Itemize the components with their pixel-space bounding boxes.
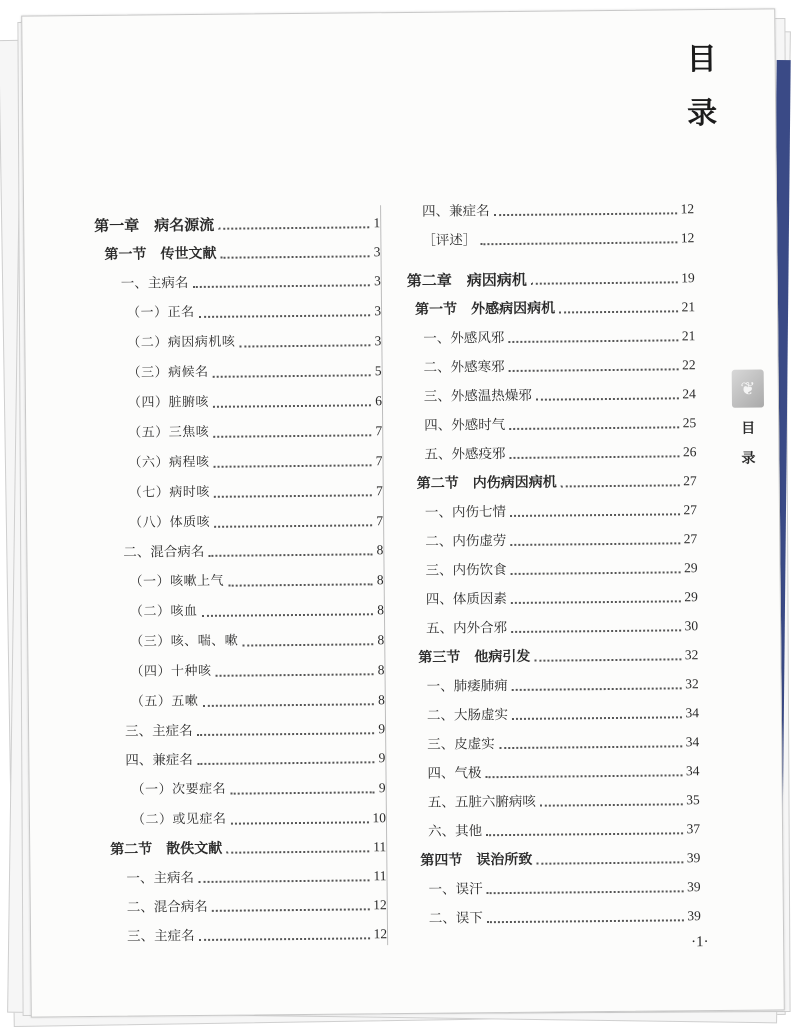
toc-entry [75,289,381,322]
toc-entry-label: 二、内伤虚劳 [425,533,507,550]
toc-entry-page: 9 [378,750,386,766]
dot-leader [509,425,679,430]
dot-leader [534,657,681,661]
toc-entry-page: 5 [374,363,382,379]
toc-entry-page: 39 [686,850,701,866]
toc-entry-label: 一、内伤七情 [424,504,507,521]
toc-entry [78,618,384,651]
toc-entry-page: 30 [684,618,699,634]
toc-entry [400,837,700,869]
dot-leader [487,889,684,894]
page-number: ·1· [691,934,709,951]
toc-entry [398,663,698,695]
toc-entry-label: 第二节 内伤病因病机 [416,474,557,492]
toc-entry [398,576,698,608]
toc-entry-page: 12 [680,230,695,246]
dot-leader [218,225,369,229]
toc-entry [76,379,382,412]
toc-entry-page: 21 [681,299,696,315]
toc-entry-label: 一、外感风邪 [423,330,505,347]
toc-entry-label: （三）咳、喘、嗽 [130,633,239,650]
dot-leader [494,211,677,216]
toc-entry-label: 一、主病名 [120,275,189,292]
dot-leader [228,582,373,586]
toc-entry-page: 11 [373,839,387,855]
dot-leader [213,433,371,438]
dot-leader [214,493,372,498]
toc-entry-page: 3 [374,333,382,349]
toc-entry-page: 9 [378,780,386,796]
toc-entry-label: （二）咳血 [129,603,198,620]
toc-entry [75,349,381,382]
dot-leader [561,483,680,487]
dot-leader [508,338,678,343]
toc-entry [399,692,699,724]
toc-entry-page: 12 [680,201,695,217]
toc-entry-page: 22 [682,357,696,373]
toc-entry-page: 39 [687,879,701,895]
dot-leader [511,570,681,575]
dot-leader [201,612,373,617]
toc-entry-label: （五）五嗽 [130,693,199,710]
dot-leader [208,552,372,557]
dot-leader [509,367,679,372]
toc-entry [399,750,699,782]
dot-leader [216,672,374,677]
side-thumb-tab [732,369,769,479]
toc-entry [398,605,698,637]
dot-leader [199,313,371,318]
dot-leader [487,918,684,923]
toc-entry-label: 四、气极 [427,765,482,782]
toc-entry [397,489,697,521]
dot-leader [531,280,678,284]
toc-entry-label: 六、其他 [427,823,483,840]
toc-entry-label: 一、主病名 [126,870,195,887]
toc-entry-page: 10 [372,810,386,826]
toc-entry-page: 12 [373,926,388,942]
toc-entry-page: 8 [377,632,385,648]
toc-entry-label: 第一节 传世文献 [104,245,217,263]
toc-entry [79,737,385,769]
toc-entry-label: （四）十种咳 [130,663,212,680]
toc-entry [74,231,380,263]
toc-entry-page: 24 [682,386,696,402]
toc-entry-label: 第一章 病名源流 [94,215,215,235]
toc-entry-page: 8 [376,542,384,558]
side-tab-char: 录 [741,450,756,467]
toc-entry [79,678,385,711]
toc-entry-label: 二、外感寒邪 [423,359,505,376]
toc-entry-label: （四）脏腑咳 [127,394,210,411]
dot-leader [540,802,683,806]
toc-entry [76,409,382,442]
dot-leader [230,790,375,794]
toc-entry [81,884,387,916]
toc-entry [395,315,695,347]
dot-leader [480,240,677,245]
toc-entry-page: 37 [686,821,701,837]
toc-entry [396,431,696,463]
toc-entry [80,855,386,887]
toc-entry-label: 三、主症名 [125,723,193,740]
dot-leader [509,454,679,459]
toc-entry [81,913,387,945]
toc-entry-page: 29 [684,589,698,605]
toc-entry [77,529,383,561]
toc-entry-page: 21 [681,328,696,344]
toc-entry-page: 7 [376,513,384,529]
page-title-char: 目 [686,41,717,78]
toc-entry-label: 二、大肠虚实 [426,707,509,724]
toc-entry [74,191,380,234]
toc-entry [397,460,697,492]
toc-entry [77,558,383,591]
toc-entry-page: 8 [377,602,384,618]
toc-entry [399,721,699,753]
toc-entry-label: 五、内外合邪 [426,620,508,637]
toc-entry-label: 三、主症名 [126,928,195,945]
dot-leader [536,396,679,400]
dot-leader [213,373,371,378]
toc-entry-label: （三）病候名 [127,364,209,381]
toc-entry [394,246,694,289]
toc-entry-page: 32 [684,647,699,663]
toc-entry-label: 二、混合病名 [123,543,205,561]
toc-entry-label: ［评述］ [422,232,477,249]
toc-entry-label: 一、肺痿肺痈 [426,678,508,695]
toc-entry-label: （七）病时咳 [128,484,210,501]
dot-leader [512,686,682,691]
toc-entry-label: 四、兼症名 [422,203,490,220]
toc-entry-label: （一）正名 [126,304,195,321]
toc-entry [398,634,698,666]
toc-entry-page: 3 [374,303,382,319]
toc-entry-page: 29 [683,560,698,576]
toc-entry-page: 8 [377,692,385,708]
toc-entry-page: 27 [683,531,698,547]
toc-entry-label: （六）病程咳 [128,454,210,471]
dot-leader [192,283,370,288]
toc-entry [76,439,382,472]
toc-entry-page: 11 [373,868,387,884]
toc-entry-page: 8 [377,662,385,678]
dot-leader [197,731,375,736]
toc-entry-label: 三、内伤饮食 [425,562,507,579]
toc-entry [394,217,694,249]
toc-entry [397,547,697,579]
toc-entry [75,319,381,352]
toc-entry-page: 26 [682,444,697,460]
dot-leader [212,907,370,912]
toc-entry-page: 25 [682,415,697,431]
toc-entry-label: 二、误下 [428,910,483,927]
dot-leader [536,860,683,864]
toc-entry [395,286,695,318]
dot-leader [511,599,681,604]
toc-entry [75,260,381,292]
toc-entry-label: 四、体质因素 [425,591,507,608]
toc-entry-label: 第三节 他病引发 [418,648,531,666]
toc-right-column [394,188,701,927]
toc-entry-label: 四、兼症名 [125,752,193,769]
dot-leader [242,642,373,646]
dot-leader [202,702,374,707]
toc-entry-page: 34 [685,734,700,750]
toc-entry [79,766,385,799]
toc-entry-page: 3 [373,244,381,260]
page-title-char: 录 [687,95,718,132]
toc-entry [77,499,383,532]
toc-entry [78,588,384,621]
toc-entry-label: 第二章 病因病机 [406,270,527,290]
toc-entry-page: 6 [375,393,382,409]
toc-entry [394,188,694,220]
toc-entry-page: 27 [683,502,698,518]
toc-entry-label: 一、误汗 [428,881,483,898]
toc-entry-label: 第二节 散佚文献 [110,840,223,858]
dot-leader [214,463,372,468]
toc-entry-page: 19 [681,270,695,286]
dot-leader [221,254,370,258]
toc-entry-page: 34 [685,763,700,779]
toc-entry-label: （一）次要症名 [131,781,227,798]
toc-entry-label: 二、混合病名 [126,898,208,916]
toc-entry [78,648,384,681]
dot-leader [559,309,678,313]
toc-entry-page: 7 [375,453,383,469]
toc-entry-page: 35 [686,792,700,808]
toc-left-column [74,191,387,945]
toc-entry-label: （八）体质咳 [129,514,211,531]
toc-entry [401,895,701,927]
toc-entry-label: （二）病因病机咳 [127,334,236,351]
dot-leader [512,715,682,720]
toc-entry [396,402,696,434]
toc-entry-page: 3 [373,273,381,289]
emblem-icon: ❦ [732,370,764,408]
dot-leader [486,773,683,778]
side-tab-char: 目 [741,420,756,437]
toc-entry-label: 第一节 外感病因病机 [414,300,556,318]
dot-leader [239,343,370,347]
toc-entry-page: 34 [685,705,700,721]
toc-entry-label: 四、外感时气 [424,417,506,434]
toc-entry [80,826,386,858]
dot-leader [511,628,681,633]
toc-entry-label: 第四节 误治所致 [420,851,533,869]
toc-entry-label: 五、外感疫邪 [424,446,506,463]
toc-entry-page: 39 [687,908,701,924]
toc-entry-page: 12 [373,897,387,913]
toc-entry-page: 9 [378,721,386,737]
dot-leader [510,541,680,546]
dot-leader [510,512,680,517]
toc-entry-page: 7 [375,423,383,439]
toc-entry [77,469,383,502]
toc-entry [400,779,700,811]
dot-leader [213,403,371,408]
toc-entry-label: 三、外感温热燥邪 [423,387,532,405]
toc-page [21,8,785,1017]
toc-entry [400,866,700,898]
toc-entry-page: 27 [683,473,697,489]
dot-leader [486,831,683,836]
toc-entry [79,708,385,740]
dot-leader [198,878,370,883]
toc-entry-page: 1 [373,215,381,231]
dot-leader [499,744,682,749]
toc-entry [400,808,700,840]
toc-entry [396,373,696,405]
toc-entry [397,518,697,550]
toc-entry [395,344,695,376]
dot-leader [199,936,370,941]
dot-leader [197,760,375,765]
toc-entry-page: 7 [375,483,383,499]
toc-entry-label: （五）三焦咳 [128,424,210,441]
toc-entry-label: 五、五脏六腑病咳 [427,793,536,811]
toc-entry-label: （一）咳嗽上气 [129,573,225,590]
toc-entry-label: 三、皮虚实 [427,736,495,753]
toc-entry-page: 8 [376,572,384,588]
toc-entry [80,796,386,829]
toc-entry-label: （二）或见症名 [131,811,227,828]
toc-entry-page: 32 [685,676,699,692]
dot-leader [226,849,369,853]
dot-leader [230,820,368,824]
dot-leader [214,523,372,528]
